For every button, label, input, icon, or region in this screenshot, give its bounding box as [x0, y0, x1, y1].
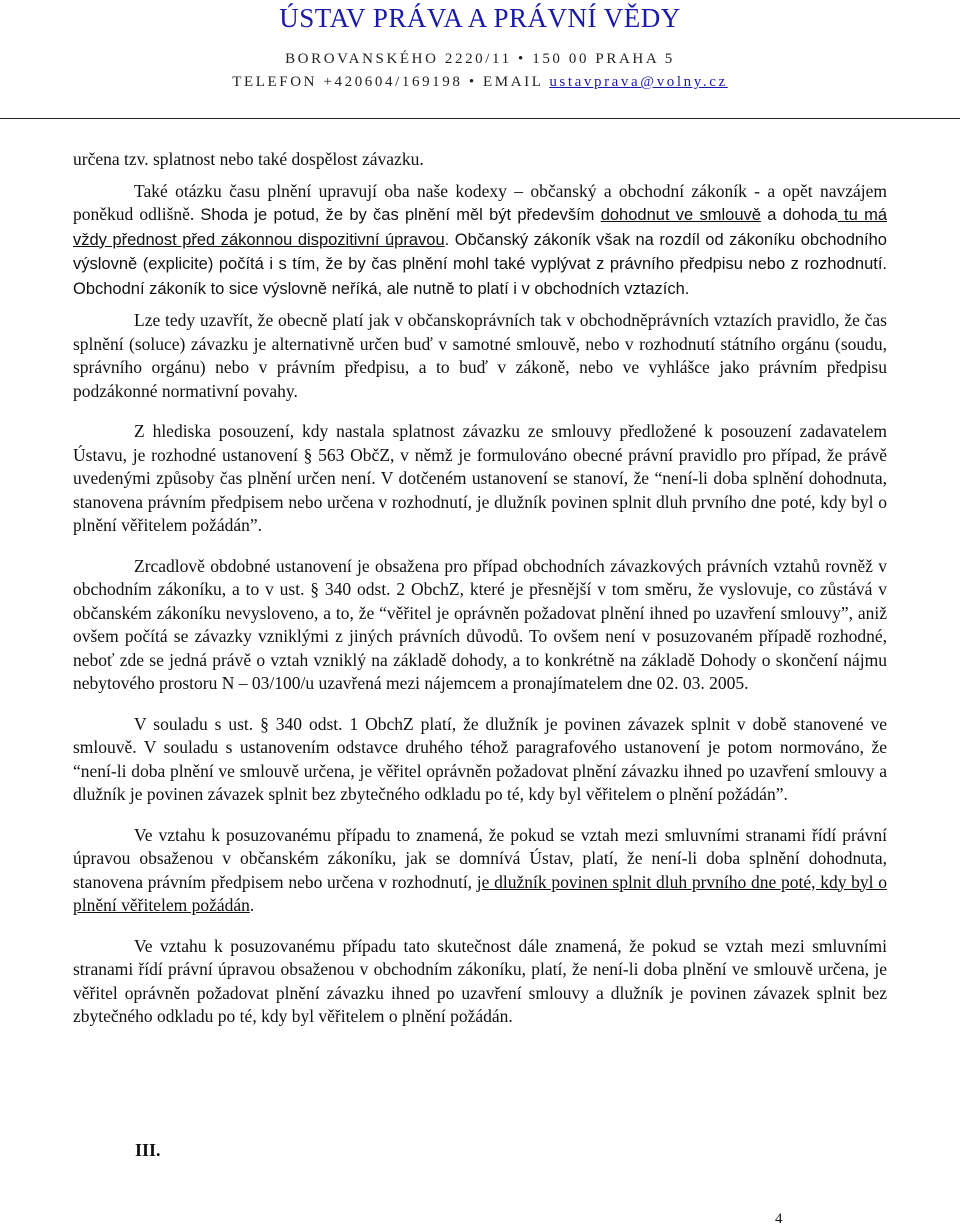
- paragraph-5: Zrcadlově obdobné ustanovení je obsažena pro případ obchodních závazkových právních vztahů rovněž v obchodním zákoníku, a to v ust. § 340 odst. 2 ObchZ, které je přesnější v tom směru, že vyslovuje, co zůstává v občanském zákoníku nevysloveno, a to, že “věřitel je oprávněn požadovat plnění ihned po uzavření smlouvy”, aniž ovšem počítá se závazky vzniklými z jiných právních důvodů. To ovšem není v posuzovaném případě rozhodné, neboť zde se jedná právě o vztah vzniklý na základě dohody, a to konkrétně na základě Dohody o skončení nájmu nebytového prostoru N – 03/100/u uzavřená mezi nájemcem a pronajímatelem dne 02. 03. 2005.: [73, 555, 887, 693]
- p7-part-c: .: [249, 895, 255, 915]
- p2-part-b: Shoda je potud, že by čas plnění měl být především: [200, 206, 601, 224]
- contact-prefix: TELEFON +420604/169198 • EMAIL: [232, 74, 550, 90]
- contact-line: [0, 73, 960, 91]
- paragraph-8: Ve vztahu k posuzovanému případu tato skutečnost dále znamená, že pokud se vztah mezi smluvními stranami řídí právní úpravou obsaženou v obchodním zákoníku, platí, že není-li doba plnění ve smlouvě určena, je věřitel oprávněn požadovat plnění závazku ihned po uzavření smlouvy a dlužník je povinen závazek splnit bez zbytečného odkladu po té, kdy byl věřitelem o plnění požádán.: [73, 935, 887, 1026]
- p7-part-a: Ve vztahu k posuzovanému případu to znamená, že pokud se vztah mezi smluvními stranami řídí právní úpravou obsaženou v občanském zákoníku, jak se domnívá Ústav, platí, že není-li doba splnění dohodnuta, stanovena právním předpisem nebo určena v rozhodnutí,: [73, 824, 887, 892]
- p2-part-e: tu má vždy přednost před zákonnou dispozitivní úpravou: [73, 206, 887, 249]
- paragraph-4: Z hlediska posouzení, kdy nastala splatnost závazku ze smlouvy předložené k posouzení zadavatelem Ústavu, je rozhodné ustanovení § 563 ObčZ, v němž je formulováno obecné právní pravidlo pro případ, že právě uvedenými způsoby čas plnění určen není. V dotčeném ustanovení se stanoví, že “není-li doba splnění dohodnuta, stanovena právním předpisem nebo určena v rozhodnutí, je dlužník povinen splnit dluh prvního dne poté, kdy byl o plnění věřitelem požádán”.: [73, 421, 887, 535]
- header-divider: [0, 118, 960, 119]
- p2-part-f: . Občanský zákoník však na rozdíl od zákoníku obchodního výslovně (explicite) počítá i s tím, že by čas plnění mohl také vyplývat z právního předpisu nebo z rozhodnutí. Obchodní zákoník to sice výslovně neříká, ale nutně to platí i v obchodních vztazích.: [73, 230, 887, 298]
- paragraph-1: určena tzv. splatnost nebo také dospělost závazku.: [73, 149, 424, 169]
- address-line: BOROVANSKÉHO 2220/11 • 150 00 PRAHA 5: [285, 51, 675, 67]
- paragraph-3: Lze tedy uzavřít, že obecně platí jak v občanskoprávních tak v obchodněprávních vztazích pravidlo, že čas splnění (soluce) závazku je alternativně určen buď v samotné smlouvě, nebo v rozhodnutí státního orgánu (soudu, správního orgánu) nebo v právním předpisu, a to buď v zákoně, nebo ve vyhlášce jako právním předpisu podzákonné normativní povahy.: [73, 310, 887, 401]
- p2-part-d: a dohoda: [760, 206, 838, 224]
- document-body: [73, 148, 887, 1029]
- institute-title: ÚSTAV PRÁVA A PRÁVNÍ VĚDY: [279, 3, 681, 33]
- p2-part-c: dohodnut ve smlouvě: [600, 206, 761, 224]
- paragraph-6: V souladu s ust. § 340 odst. 1 ObchZ platí, že dlužník je povinen závazek splnit v době stanovené ve smlouvě. V souladu s ustanovením odstavce druhého téhož paragrafového ustanovení je potom normováno, že “není-li doba plnění ve smlouvě určena, je věřitel oprávněn požadovat plnění závazku ihned po uzavření smlouvy a dlužník je povinen závazek splnit bez zbytečného odkladu po té, kdy byl věřitelem o plnění požádán”.: [73, 713, 887, 804]
- section-heading: III.: [135, 1140, 161, 1160]
- p7-part-b: je dlužník povinen splnit dluh prvního dne poté, kdy byl o plnění věřitelem požádán: [73, 871, 887, 915]
- email-link[interactable]: ustavprava@volny.cz: [549, 74, 728, 90]
- paragraph-7: [73, 824, 887, 918]
- page-number: 4: [775, 1211, 783, 1227]
- paragraph-2: [73, 180, 887, 302]
- p2-part-a: Také otázku času plnění upravují oba naše kodexy – občanský a obchodní zákoník - a opět navzájem poněkud odlišně.: [73, 180, 887, 224]
